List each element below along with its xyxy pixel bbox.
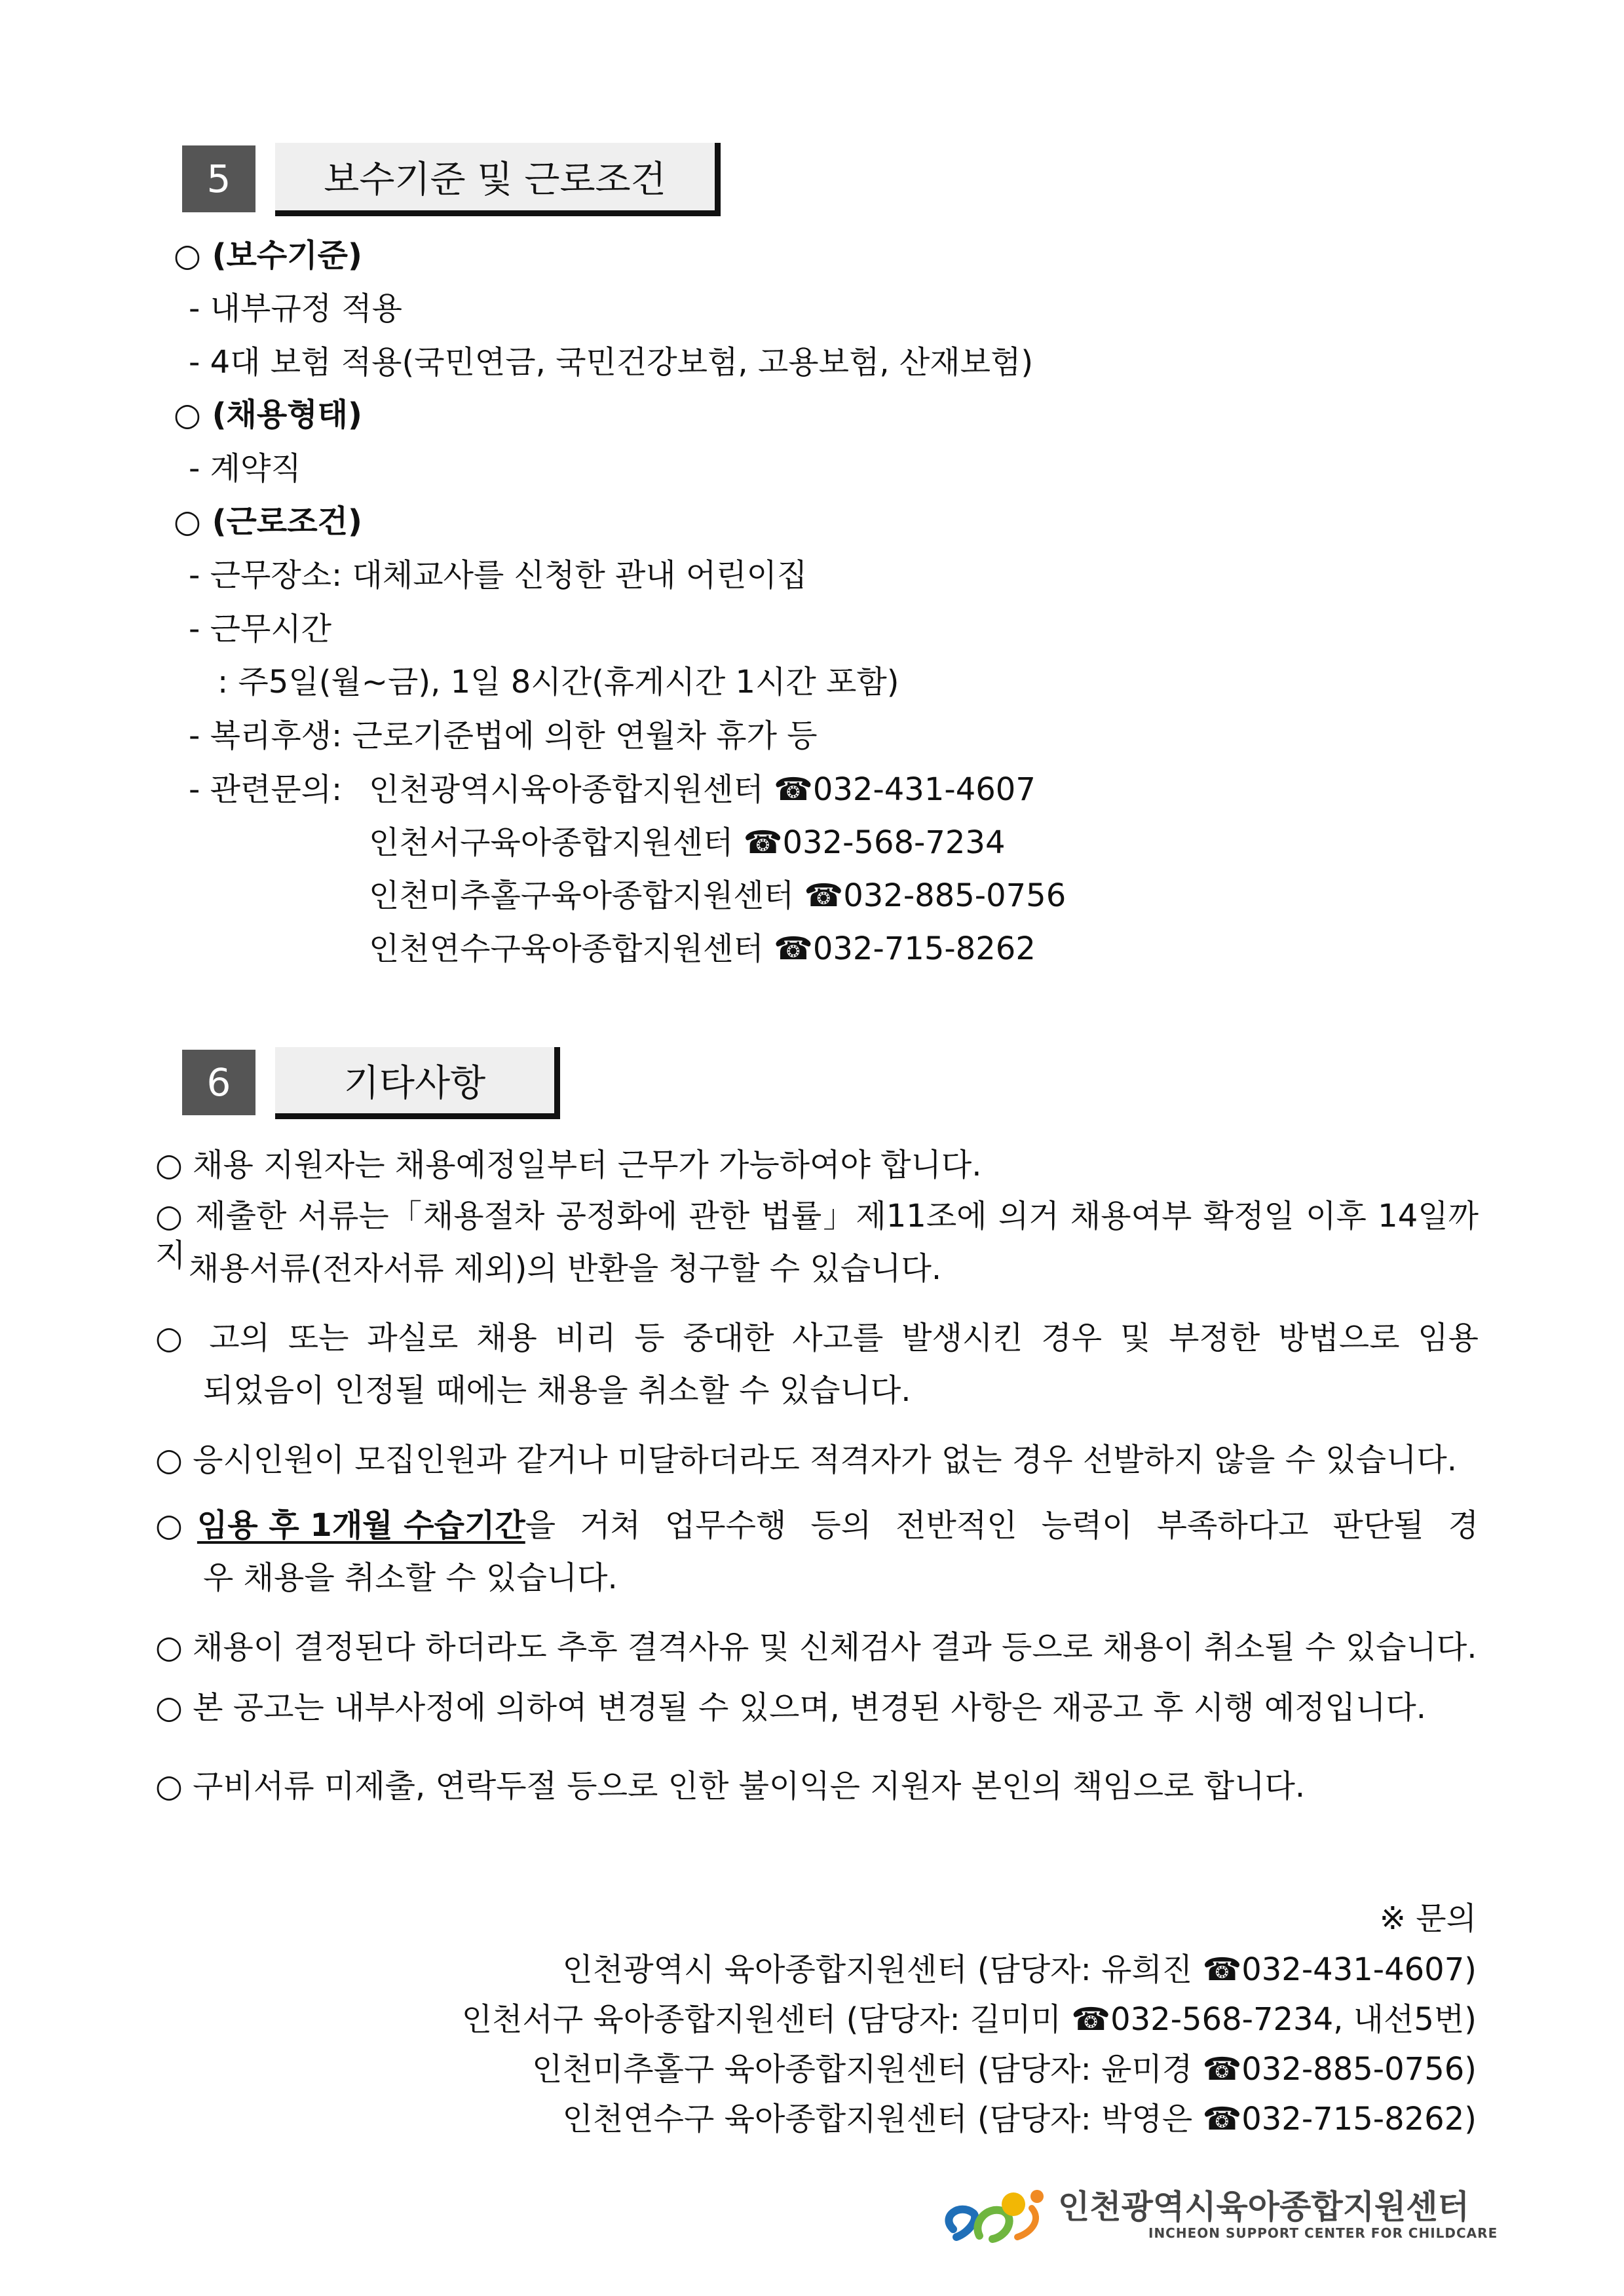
- bullet: ○: [155, 1507, 183, 1544]
- pay-item: - 4대 보험 적용(국민연금, 국민건강보험, 고용보험, 산재보험): [189, 344, 1034, 381]
- notice-item: ○ 고의 또는 과실로 채용 비리 등 중대한 사고를 발생시킨 경우 및 부정한 방법으로 임용: [155, 1320, 1479, 1356]
- inquiry-line: 인천연수구육아종합지원센터 ☎032-715-8262: [369, 930, 1036, 967]
- logo-name-ko: 인천광역시육아종합지원센터: [1058, 2188, 1469, 2226]
- work-place: - 근무장소: 대체교사를 신청한 관내 어린이집: [189, 557, 808, 594]
- notice-item: ○ 구비서류 미제출, 연락두절 등으로 인한 불이익은 지원자 본인의 책임으로 합니다.: [155, 1768, 1306, 1805]
- employment-heading: ○ (채용형태): [174, 396, 362, 433]
- work-heading: ○ (근로조건): [174, 503, 362, 540]
- employment-item: - 계약직: [189, 450, 301, 487]
- section-6-title: 기타사항: [275, 1047, 560, 1119]
- inquiry-line: 인천미추홀구육아종합지원센터 ☎032-885-0756: [369, 877, 1067, 914]
- notice-item: ○ 본 공고는 내부사정에 의하여 변경될 수 있으며, 변경된 사항은 재공고 후 시행 예정입니다.: [155, 1689, 1427, 1726]
- notice-item-cont: 우 채용을 취소할 수 있습니다.: [203, 1559, 618, 1596]
- contact-heading: ※ 문의: [1379, 1900, 1477, 1937]
- probation-emphasis: 임용 후 1개월 수습기간: [197, 1507, 525, 1544]
- notice-item: ○ 채용 지원자는 채용예정일부터 근무가 가능하여야 합니다.: [155, 1147, 982, 1183]
- notice-item: ○ 채용이 결정된다 하더라도 추후 결격사유 및 신체검사 결과 등으로 채용이 취소될 수 있습니다.: [155, 1629, 1477, 1666]
- center-logo: [940, 2177, 1498, 2249]
- logo-symbol-icon: [940, 2177, 1051, 2249]
- inquiry-line: 인천서구육아종합지원센터 ☎032-568-7234: [369, 824, 1006, 861]
- welfare: - 복리후생: 근로기준법에 의한 연월차 휴가 등: [189, 718, 818, 754]
- inquiry-line: 인천광역시육아종합지원센터 ☎032-431-4607: [369, 771, 1036, 808]
- pay-heading: ○ (보수기준): [174, 237, 362, 274]
- notice-item: ○ 응시인원이 모집인원과 같거나 미달하더라도 적격자가 없는 경우 선발하지 않을 수 있습니다.: [155, 1442, 1457, 1478]
- section-5-number: 5: [182, 145, 255, 212]
- contact-line: 인천연수구 육아종합지원센터 (담당자: 박영은 ☎032-715-8262): [562, 2101, 1477, 2137]
- notice-item-rest: 을 거쳐 업무수행 등의 전반적인 능력이 부족하다고 판단될 경: [525, 1507, 1479, 1544]
- work-hours-detail: : 주5일(월~금), 1일 8시간(휴게시간 1시간 포함): [217, 664, 899, 700]
- contact-line: 인천미추홀구 육아종합지원센터 (담당자: 윤미경 ☎032-885-0756): [532, 2051, 1477, 2088]
- logo-name-en: INCHEON SUPPORT CENTER FOR CHILDCARE: [1148, 2225, 1498, 2241]
- contact-line: 인천서구 육아종합지원센터 (담당자: 길미미 ☎032-568-7234, 내선5번): [461, 2001, 1477, 2038]
- contact-line: 인천광역시 육아종합지원센터 (담당자: 유희진 ☎032-431-4607): [562, 1951, 1477, 1988]
- notice-item-cont: 되었음이 인정될 때에는 채용을 취소할 수 있습니다.: [203, 1372, 911, 1409]
- section-6-number: 6: [182, 1050, 255, 1115]
- notice-item-cont: 채용서류(전자서류 제외)의 반환을 청구할 수 있습니다.: [189, 1250, 942, 1287]
- notice-item: ○ 제출한 서류는「채용절차 공정화에 관한 법률」제11조에 의거 채용여부 확정일 이후 14일까지: [155, 1198, 1479, 1274]
- inquiry-label: - 관련문의:: [189, 771, 343, 808]
- section-5-title: 보수기준 및 근로조건: [275, 143, 721, 216]
- work-hours-label: - 근무시간: [189, 611, 332, 647]
- notice-item: [155, 1506, 1479, 1545]
- pay-item: - 내부규정 적용: [189, 290, 403, 327]
